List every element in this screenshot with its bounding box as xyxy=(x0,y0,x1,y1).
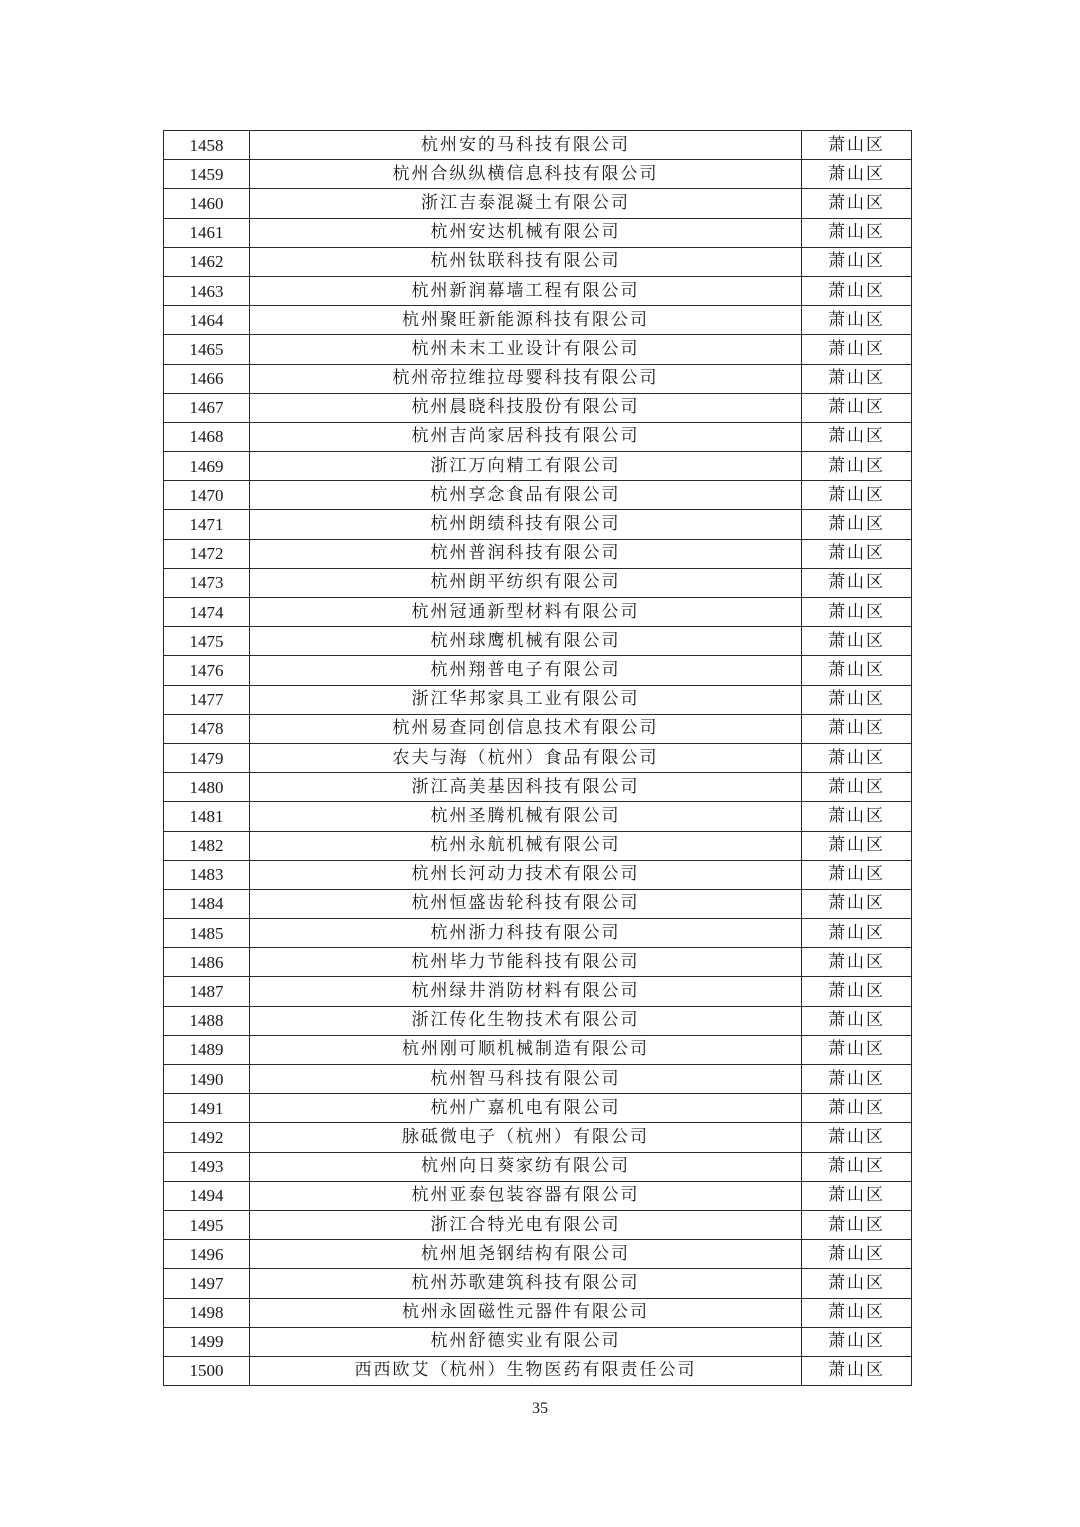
row-number-cell: 1473 xyxy=(164,568,250,597)
company-name-cell: 杭州新润幕墙工程有限公司 xyxy=(250,276,802,305)
table-row xyxy=(164,1240,912,1269)
table-row xyxy=(164,773,912,802)
table-row xyxy=(164,656,912,685)
table-row xyxy=(164,335,912,364)
district-cell: 萧山区 xyxy=(802,714,912,743)
district-cell: 萧山区 xyxy=(802,306,912,335)
company-name-cell: 浙江万向精工有限公司 xyxy=(250,452,802,481)
company-name-cell: 杭州吉尚家居科技有限公司 xyxy=(250,422,802,451)
row-number-cell: 1479 xyxy=(164,743,250,772)
table-row xyxy=(164,1327,912,1356)
company-name-cell: 杭州球鹰机械有限公司 xyxy=(250,627,802,656)
district-cell: 萧山区 xyxy=(802,831,912,860)
district-cell: 萧山区 xyxy=(802,1327,912,1356)
company-name-cell: 杭州聚旺新能源科技有限公司 xyxy=(250,306,802,335)
table-row xyxy=(164,1123,912,1152)
district-cell: 萧山区 xyxy=(802,393,912,422)
row-number-cell: 1460 xyxy=(164,189,250,218)
row-number-cell: 1490 xyxy=(164,1065,250,1094)
district-cell: 萧山区 xyxy=(802,627,912,656)
company-name-cell: 杭州旭尧钢结构有限公司 xyxy=(250,1240,802,1269)
table-row xyxy=(164,889,912,918)
table-row xyxy=(164,306,912,335)
district-cell: 萧山区 xyxy=(802,889,912,918)
row-number-cell: 1461 xyxy=(164,218,250,247)
company-name-cell: 杭州向日葵家纺有限公司 xyxy=(250,1152,802,1181)
row-number-cell: 1486 xyxy=(164,948,250,977)
table-row xyxy=(164,831,912,860)
company-name-cell: 杭州晨晓科技股份有限公司 xyxy=(250,393,802,422)
table-row xyxy=(164,948,912,977)
table-row xyxy=(164,1181,912,1210)
district-cell: 萧山区 xyxy=(802,422,912,451)
district-cell: 萧山区 xyxy=(802,131,912,160)
row-number-cell: 1477 xyxy=(164,685,250,714)
row-number-cell: 1459 xyxy=(164,160,250,189)
table-row xyxy=(164,1356,912,1385)
row-number-cell: 1484 xyxy=(164,889,250,918)
company-name-cell: 杭州长河动力技术有限公司 xyxy=(250,860,802,889)
district-cell: 萧山区 xyxy=(802,1006,912,1035)
row-number-cell: 1458 xyxy=(164,131,250,160)
company-name-cell: 杭州毕力节能科技有限公司 xyxy=(250,948,802,977)
company-name-cell: 杭州舒德实业有限公司 xyxy=(250,1327,802,1356)
company-name-cell: 浙江华邦家具工业有限公司 xyxy=(250,685,802,714)
district-cell: 萧山区 xyxy=(802,189,912,218)
row-number-cell: 1480 xyxy=(164,773,250,802)
company-name-cell: 杭州苏歌建筑科技有限公司 xyxy=(250,1269,802,1298)
table-row xyxy=(164,276,912,305)
table-row xyxy=(164,598,912,627)
district-cell: 萧山区 xyxy=(802,364,912,393)
company-name-cell: 杭州安的马科技有限公司 xyxy=(250,131,802,160)
row-number-cell: 1470 xyxy=(164,481,250,510)
row-number-cell: 1487 xyxy=(164,977,250,1006)
enterprise-list-table xyxy=(163,130,912,1386)
district-cell: 萧山区 xyxy=(802,510,912,539)
company-name-cell: 西西欧艾（杭州）生物医药有限责任公司 xyxy=(250,1356,802,1385)
row-number-cell: 1465 xyxy=(164,335,250,364)
district-cell: 萧山区 xyxy=(802,802,912,831)
table-row xyxy=(164,977,912,1006)
district-cell: 萧山区 xyxy=(802,977,912,1006)
district-cell: 萧山区 xyxy=(802,247,912,276)
table-row xyxy=(164,568,912,597)
district-cell: 萧山区 xyxy=(802,919,912,948)
district-cell: 萧山区 xyxy=(802,481,912,510)
row-number-cell: 1474 xyxy=(164,598,250,627)
company-name-cell: 浙江高美基因科技有限公司 xyxy=(250,773,802,802)
district-cell: 萧山区 xyxy=(802,276,912,305)
district-cell: 萧山区 xyxy=(802,539,912,568)
company-name-cell: 杭州亚泰包装容器有限公司 xyxy=(250,1181,802,1210)
row-number-cell: 1495 xyxy=(164,1210,250,1239)
row-number-cell: 1488 xyxy=(164,1006,250,1035)
table-row xyxy=(164,627,912,656)
company-name-cell: 杭州翔普电子有限公司 xyxy=(250,656,802,685)
company-name-cell: 农夫与海（杭州）食品有限公司 xyxy=(250,743,802,772)
company-name-cell: 浙江合特光电有限公司 xyxy=(250,1210,802,1239)
table-row xyxy=(164,860,912,889)
company-name-cell: 杭州钛联科技有限公司 xyxy=(250,247,802,276)
company-name-cell: 杭州刚可顺机械制造有限公司 xyxy=(250,1035,802,1064)
row-number-cell: 1499 xyxy=(164,1327,250,1356)
table-row xyxy=(164,1210,912,1239)
row-number-cell: 1491 xyxy=(164,1094,250,1123)
table-row xyxy=(164,743,912,772)
table-row xyxy=(164,131,912,160)
table-row xyxy=(164,218,912,247)
company-name-cell: 杭州帝拉维拉母婴科技有限公司 xyxy=(250,364,802,393)
row-number-cell: 1462 xyxy=(164,247,250,276)
district-cell: 萧山区 xyxy=(802,1152,912,1181)
row-number-cell: 1498 xyxy=(164,1298,250,1327)
company-name-cell: 浙江吉泰混凝土有限公司 xyxy=(250,189,802,218)
district-cell: 萧山区 xyxy=(802,568,912,597)
district-cell: 萧山区 xyxy=(802,1356,912,1385)
table-row xyxy=(164,189,912,218)
row-number-cell: 1478 xyxy=(164,714,250,743)
company-name-cell: 杭州智马科技有限公司 xyxy=(250,1065,802,1094)
row-number-cell: 1492 xyxy=(164,1123,250,1152)
company-name-cell: 杭州易查同创信息技术有限公司 xyxy=(250,714,802,743)
district-cell: 萧山区 xyxy=(802,1181,912,1210)
table-body xyxy=(164,131,912,1386)
company-name-cell: 浙江传化生物技术有限公司 xyxy=(250,1006,802,1035)
district-cell: 萧山区 xyxy=(802,160,912,189)
row-number-cell: 1493 xyxy=(164,1152,250,1181)
district-cell: 萧山区 xyxy=(802,598,912,627)
district-cell: 萧山区 xyxy=(802,1240,912,1269)
row-number-cell: 1500 xyxy=(164,1356,250,1385)
company-name-cell: 杭州绿井消防材料有限公司 xyxy=(250,977,802,1006)
table-row xyxy=(164,247,912,276)
company-name-cell: 杭州安达机械有限公司 xyxy=(250,218,802,247)
table-row xyxy=(164,510,912,539)
row-number-cell: 1471 xyxy=(164,510,250,539)
district-cell: 萧山区 xyxy=(802,1123,912,1152)
table-row xyxy=(164,481,912,510)
district-cell: 萧山区 xyxy=(802,656,912,685)
company-name-cell: 杭州合纵纵横信息科技有限公司 xyxy=(250,160,802,189)
row-number-cell: 1485 xyxy=(164,919,250,948)
row-number-cell: 1466 xyxy=(164,364,250,393)
row-number-cell: 1464 xyxy=(164,306,250,335)
row-number-cell: 1483 xyxy=(164,860,250,889)
company-name-cell: 杭州恒盛齿轮科技有限公司 xyxy=(250,889,802,918)
table-row xyxy=(164,1152,912,1181)
table-row xyxy=(164,802,912,831)
table-row xyxy=(164,539,912,568)
row-number-cell: 1494 xyxy=(164,1181,250,1210)
district-cell: 萧山区 xyxy=(802,1035,912,1064)
row-number-cell: 1467 xyxy=(164,393,250,422)
row-number-cell: 1463 xyxy=(164,276,250,305)
table-row xyxy=(164,919,912,948)
table-row xyxy=(164,393,912,422)
district-cell: 萧山区 xyxy=(802,773,912,802)
table-row xyxy=(164,714,912,743)
row-number-cell: 1489 xyxy=(164,1035,250,1064)
district-cell: 萧山区 xyxy=(802,1094,912,1123)
company-name-cell: 杭州朗绩科技有限公司 xyxy=(250,510,802,539)
table-row xyxy=(164,1269,912,1298)
district-cell: 萧山区 xyxy=(802,1298,912,1327)
company-name-cell: 杭州朗平纺织有限公司 xyxy=(250,568,802,597)
table-row xyxy=(164,1065,912,1094)
table-row xyxy=(164,422,912,451)
table-row xyxy=(164,160,912,189)
row-number-cell: 1475 xyxy=(164,627,250,656)
district-cell: 萧山区 xyxy=(802,218,912,247)
district-cell: 萧山区 xyxy=(802,335,912,364)
table-row xyxy=(164,1298,912,1327)
table-row xyxy=(164,364,912,393)
row-number-cell: 1497 xyxy=(164,1269,250,1298)
district-cell: 萧山区 xyxy=(802,1210,912,1239)
district-cell: 萧山区 xyxy=(802,743,912,772)
page-number: 35 xyxy=(532,1400,548,1417)
table-row xyxy=(164,1035,912,1064)
company-name-cell: 杭州圣腾机械有限公司 xyxy=(250,802,802,831)
district-cell: 萧山区 xyxy=(802,1269,912,1298)
row-number-cell: 1481 xyxy=(164,802,250,831)
table-row xyxy=(164,1006,912,1035)
district-cell: 萧山区 xyxy=(802,948,912,977)
company-name-cell: 杭州享念食品有限公司 xyxy=(250,481,802,510)
row-number-cell: 1469 xyxy=(164,452,250,481)
district-cell: 萧山区 xyxy=(802,860,912,889)
table-row xyxy=(164,685,912,714)
row-number-cell: 1496 xyxy=(164,1240,250,1269)
row-number-cell: 1468 xyxy=(164,422,250,451)
company-name-cell: 杭州广嘉机电有限公司 xyxy=(250,1094,802,1123)
company-name-cell: 杭州冠通新型材料有限公司 xyxy=(250,598,802,627)
row-number-cell: 1482 xyxy=(164,831,250,860)
district-cell: 萧山区 xyxy=(802,1065,912,1094)
row-number-cell: 1476 xyxy=(164,656,250,685)
row-number-cell: 1472 xyxy=(164,539,250,568)
company-name-cell: 杭州普润科技有限公司 xyxy=(250,539,802,568)
table-row xyxy=(164,452,912,481)
company-name-cell: 杭州永航机械有限公司 xyxy=(250,831,802,860)
company-name-cell: 杭州未末工业设计有限公司 xyxy=(250,335,802,364)
table-row xyxy=(164,1094,912,1123)
district-cell: 萧山区 xyxy=(802,452,912,481)
company-name-cell: 杭州永固磁性元器件有限公司 xyxy=(250,1298,802,1327)
company-name-cell: 杭州浙力科技有限公司 xyxy=(250,919,802,948)
district-cell: 萧山区 xyxy=(802,685,912,714)
company-name-cell: 脉砥微电子（杭州）有限公司 xyxy=(250,1123,802,1152)
